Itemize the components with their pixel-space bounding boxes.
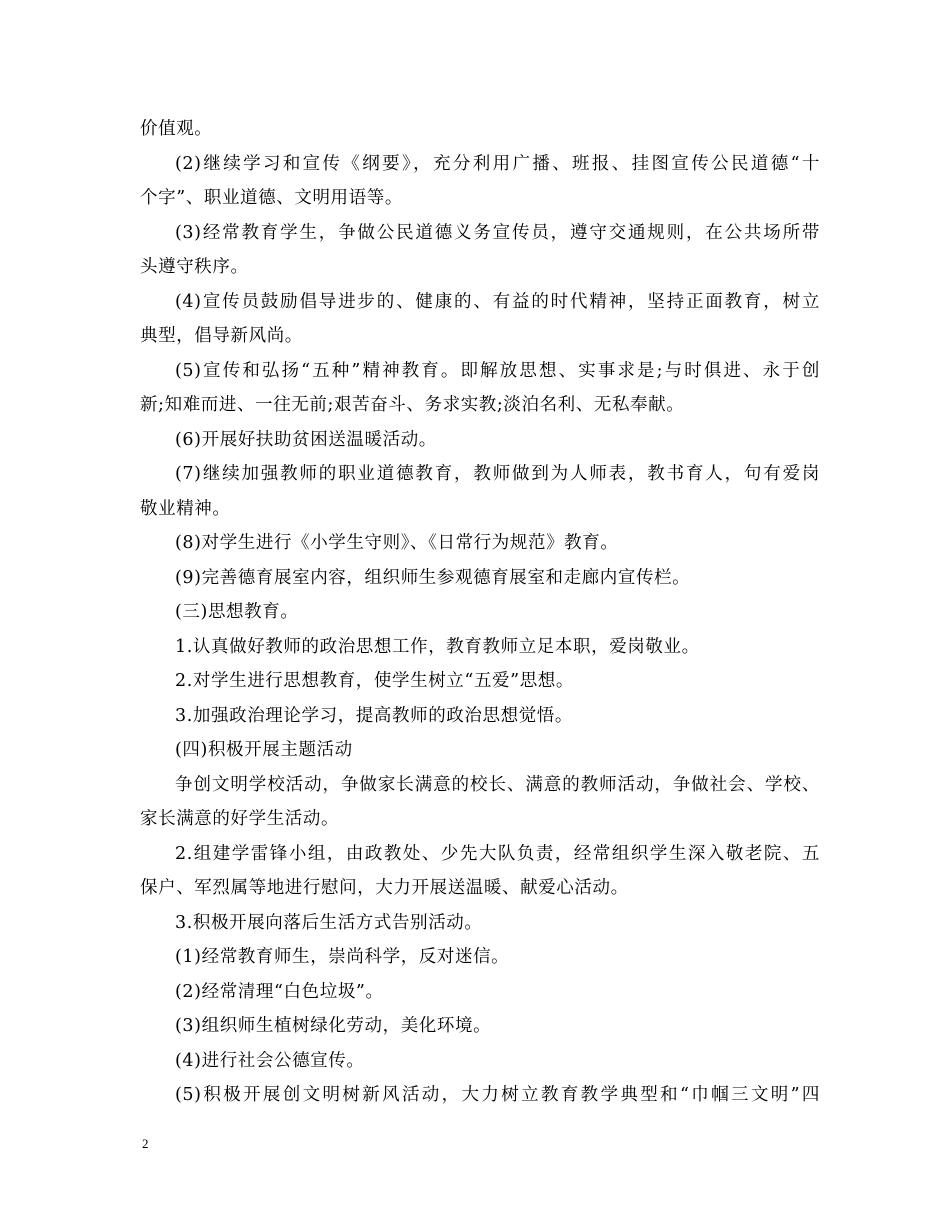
text-line: 价值观。 bbox=[140, 119, 213, 139]
text-line: 个字”、职业道德、文明用语等。 bbox=[140, 188, 403, 208]
text-line: (5)宣传和弘扬“五种”精神教育。即解放思想、实事求是;与时俱进、永于创 bbox=[175, 360, 820, 381]
text-line: 新;知难而进、一往无前;艰苦奋斗、务求实教;淡泊名利、无私奉献。 bbox=[140, 395, 685, 415]
text-line: 2.对学生进行思想教育，使学生树立“五爱”思想。 bbox=[175, 671, 574, 691]
text-line: 1.认真做好教师的政治思想工作，教育教师立足本职，爱岗敬业。 bbox=[175, 636, 700, 657]
text-line: 敬业精神。 bbox=[140, 498, 231, 519]
text-line: 争创文明学校活动，争做家长满意的校长、满意的教师活动，争做社会、学校、 bbox=[175, 774, 820, 795]
text-line: (8)对学生进行《小学生守则》、《日常行为规范》教育。 bbox=[175, 533, 619, 553]
text-line: (四)积极开展主题活动 bbox=[175, 740, 353, 760]
text-line: (2)经常清理“白色垃圾”。 bbox=[175, 981, 384, 1002]
text-line: (9)完善德育展室内容，组织师生参观德育展室和走廊内宣传栏。 bbox=[175, 567, 691, 588]
text-line: (3)组织师生植树绿化劳动，美化环境。 bbox=[175, 1016, 492, 1036]
text-line: 3.加强政治理论学习，提高教师的政治思想觉悟。 bbox=[175, 705, 573, 726]
text-line: (3)经常教育学生，争做公民道德义务宣传员，遵守交通规则，在公共场所带 bbox=[175, 222, 820, 243]
document-body bbox=[140, 112, 820, 1113]
text-line: 2.组建学雷锋小组，由政教处、少先大队负责，经常组织学生深入敬老院、五 bbox=[175, 843, 820, 864]
text-line: (4)宣传员鼓励倡导进步的、健康的、有益的时代精神，坚持正面教育，树立 bbox=[175, 291, 820, 312]
text-line: 头遵守秩序。 bbox=[140, 257, 249, 277]
text-line: (7)继续加强教师的职业道德教育，教师做到为人师表，教书育人，句有爱岗 bbox=[175, 464, 820, 484]
text-line: (2)继续学习和宣传《纲要》，充分利用广播、班报、挂图宣传公民道德“十 bbox=[175, 153, 820, 174]
text-line: (1)经常教育师生，崇尚科学，反对迷信。 bbox=[175, 947, 510, 967]
text-line: (4)进行社会公德宣传。 bbox=[175, 1050, 365, 1071]
text-line: 3.积极开展向落后生活方式告别活动。 bbox=[175, 912, 483, 933]
text-line: (6)开展好扶助贫困送温暖活动。 bbox=[175, 429, 437, 450]
text-line: (5)积极开展创文明树新风活动，大力树立教育教学典型和“巾帼三文明”四 bbox=[175, 1085, 820, 1105]
text-line: 典型，倡导新风尚。 bbox=[140, 326, 303, 346]
page-number: 2 bbox=[142, 1136, 149, 1151]
text-line: (三)思想教育。 bbox=[175, 602, 299, 622]
text-line: 保户、军烈属等地进行慰问，大力开展送温暖、献爱心活动。 bbox=[140, 878, 629, 898]
text-line: 家长满意的好学生活动。 bbox=[140, 809, 340, 829]
